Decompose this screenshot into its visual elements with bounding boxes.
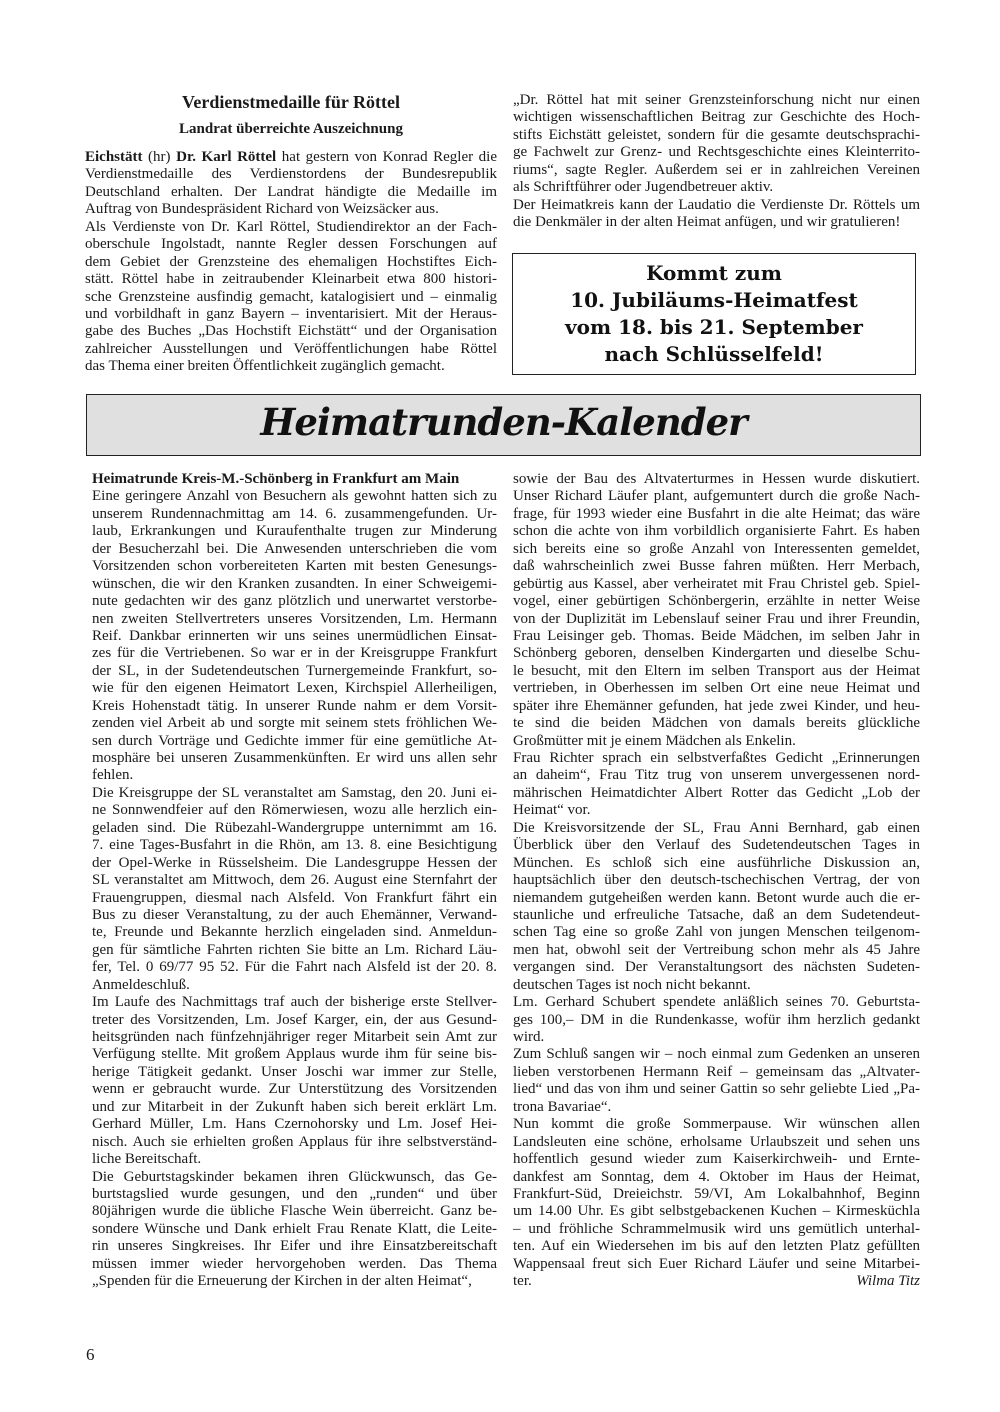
text-line: Unser Richard Läufer plant, aufgemuntert durch die große Nach-: [513, 488, 920, 505]
announcement-line: 10. Jubiläums-Heimatfest: [570, 288, 858, 312]
text-line: gabe des Buches „Das Hochstift Eichstätt“ und der Organisation: [85, 323, 497, 340]
text-line: sche Grenzsteine ausfindig gemacht, katalogisiert und – einmalig: [85, 288, 497, 305]
text-line: „Spenden für die Erneuerung der Kirchen in der alten Heimat“,: [92, 1273, 472, 1290]
text-line: Vorsitzenden schon vorbereiteten Karten mit besten Genesungs-: [92, 558, 497, 575]
text-line: 80jährigen wurde die übliche Flasche Wein überreicht. Ganz be-: [92, 1203, 497, 1220]
text-line: vertrieben, in Oberhessen im selben Ort eine neue Heimat und: [513, 680, 920, 697]
text-line: sowie der Bau des Altvaterturmes in Hessen wurde diskutiert.: [513, 471, 920, 487]
text-line: trona Bavariae“.: [513, 1098, 612, 1115]
text-line: Großmütter mit je einem Mädchen als Enkelin.: [513, 732, 796, 749]
text-line: treter des Vorsitzenden, Lm. Josef Karger, ein, der aus Gesund-: [92, 1011, 497, 1028]
report-heading: Heimatrunde Kreis-M.-Schönberg in Frankfurt am Main: [92, 471, 460, 487]
text-line: Nun kommt die große Sommerpause. Wir wünschen allen: [513, 1116, 920, 1133]
text-line: wünschen, die wir den Kranken zusandten. In einer Schweigemi-: [92, 575, 497, 592]
report-left-body: [92, 488, 497, 1290]
text-line: laub, Erkrankungen und Kuraufenthalte trugen zur Minderung: [92, 523, 497, 540]
text-line: Verfügung stellte. Mit großem Applaus wurde ihm für seine bis-: [92, 1046, 497, 1063]
report-right-column: [513, 471, 920, 1291]
article-left-body: [85, 166, 497, 375]
text-line: nisch. Auch sie erhielten großen Applaus für ihre selbstverständ-: [92, 1133, 497, 1150]
text-line: lieben verstorbenen Hermann Reif – gemeinsam das „Altvater-: [513, 1063, 920, 1080]
text-line: geladen sind. Die Rübezahl-Wandergruppe unternimmt am 16.: [92, 819, 497, 836]
text-line: 7. eine Tages-Busfahrt in die Rhön, am 13. 8. eine Besichtigung: [92, 837, 497, 854]
text-line: später ihre Ehemänner gefunden, hat jede zwei Kinder, und heu-: [513, 697, 920, 714]
article-subtitle: Landrat überreichte Auszeichnung: [179, 121, 403, 137]
text-line: ten. Auf ein Wiedersehen im bis auf den letzten Platz gefüllten: [513, 1238, 920, 1255]
text-line: wichtigen wissenschaftlichen Beitrag zur Geschichte des Hoch-: [513, 109, 920, 126]
text-line: müssen immer wieder hervorgehoben werden. Das Thema: [92, 1255, 497, 1272]
text-line: Anmeldeschluß.: [92, 976, 190, 993]
text-line: fehlen.: [92, 767, 134, 784]
text-line: Die Kreisvorsitzende der SL, Frau Anni Bernhard, gab einen: [513, 819, 920, 836]
text-line: Die Kreisgruppe der SL veranstaltet am Samstag, den 20. Juni ei-: [92, 784, 497, 801]
text-line: dem Gebiet der Grenzsteine des ehemaligen Hochstiftes Eich-: [85, 253, 497, 270]
text-line: ges 100,– DM in die Rundenkasse, wofür ihm herzlich gedankt: [513, 1011, 920, 1028]
text-line: vogel, einer gebürtigen Schönbergerin, erzählte in netter Weise: [513, 593, 920, 610]
text-line: le besucht, mit den Eltern im selben Transport aus der Heimat: [513, 662, 920, 679]
page-number: 6: [86, 1345, 95, 1364]
text-line: an daheim“, Frau Titz trug von unserem unvergessenen nord-: [513, 767, 920, 784]
text-line: wie für den eigenen Heimatort Lexen, Kirchspiel Allerheiligen,: [92, 680, 497, 697]
text-line: von der Duplizität im Lebenslauf seiner Frau und ihrer Freundin,: [513, 610, 920, 627]
text-line: daß wahrscheinlich zwei Busse fahren müßten. Herr Merbach,: [513, 558, 920, 575]
text-line: ge Fachwelt zur Grenz- und Rechtsgeschichte eines Kleinterrito-: [513, 144, 920, 161]
text-line: Frankfurt-Süd, Dreieichstr. 59/VI, Am Lokalbahnhof, Beginn: [513, 1185, 920, 1202]
text-line: Heimat“ vor.: [513, 802, 591, 819]
text-line: oberschule Ingolstadt, nannte Regler dessen Forschungen auf: [85, 236, 497, 253]
text-line: men hat, obwohl seit der Vertreibung schon mehr als 45 Jahre: [513, 941, 920, 958]
text-line: te, Freunde und Bekannte herzlich eingeladen sind. Anmeldun-: [92, 924, 497, 941]
text-line: hauptsächlich über den deutsch-tschechischen Vertrag, der von: [513, 872, 920, 889]
text-line: [513, 1273, 920, 1290]
text-line: Der Heimatkreis kann der Laudatio die Verdienste Dr. Röttels um: [513, 196, 920, 213]
text-line: Landsleuten eine schöne, erholsame Urlaubszeit und sehen uns: [513, 1133, 920, 1150]
text-line: hoffentlich gesund wieder zum Kaiserkirchweih- und Ernte-: [513, 1151, 920, 1168]
text-line: lied“ und das von ihm und seiner Gattin so sehr geliebte Lied „Pa-: [513, 1081, 920, 1098]
text-line: rin unseres Singkreises. Ihr Eifer und ihre Einsatzbereitschaft: [92, 1238, 497, 1255]
text-line: Kreis Hohenstadt tätig. In unserer Runde nahm er dem Vorsit-: [92, 697, 497, 714]
text-line: ne Sonnwendfeier auf den Römerwiesen, wozu alle herzlich ein-: [92, 802, 497, 819]
announcement-line: vom 18. bis 21. September: [565, 315, 863, 339]
text-line: staunliche und erfreuliche Tatsache, daß an dem Sudetendeut-: [513, 906, 920, 923]
text-line: Deutschland erhalten. Der Landrat händigte die Medaille im: [85, 183, 497, 200]
text-line: gen für sämtliche Fahrten richten Sie bitte an Lm. Richard Läu-: [92, 941, 497, 958]
text-line: herige Tätigkeit gedankt. Unser Joschi war immer zur Stelle,: [92, 1063, 497, 1080]
text-line: Zum Schluß sangen wir – noch einmal zum Gedenken an unseren: [513, 1046, 920, 1063]
lead-source: (hr): [142, 149, 177, 165]
text-line: sen durch Vorträge und Gedichte immer für eine gemütliche At-: [92, 732, 497, 749]
text-line: gebürtig aus Kassel, aber verheiratet mit Frau Christel geb. Spiel-: [513, 575, 920, 592]
text-line: mosphäre bei unseren Zusammenkünften. Er wird uns allen sehr: [92, 750, 497, 766]
text-line: Frau Leisinger geb. Thomas. Beide Mädchen, im selben Jahr in: [513, 627, 920, 644]
lead-name: Dr. Karl Röttel: [176, 149, 277, 165]
announcement-box: [512, 253, 916, 375]
text-line: „Dr. Röttel hat mit seiner Grenzsteinforschung nicht nur einen: [513, 92, 920, 108]
text-line: wenn er gebraucht wurde. Zur Unterstützung des Vorsitzenden: [92, 1081, 497, 1098]
text-line: und zur Mitarbeit in der Zukunft haben sich bereit erklärt Lm.: [92, 1098, 497, 1115]
article-left-column: [85, 149, 497, 376]
text-line: Lm. Gerhard Schubert spendete anläßlich seines 70. Geburtsta-: [513, 994, 920, 1011]
text-line: und vorbildhaft in ganz Bayern – inventarisiert. Mit der Heraus-: [85, 305, 497, 322]
text-line: fer, Tel. 0 69/77 95 52. Für die Fahrt nach Alsfeld ist der 20. 8.: [92, 959, 497, 976]
text-line: Auftrag von Bundespräsident Richard von Weizsäcker aus.: [85, 201, 439, 218]
text-line: zahlreicher Ausstellungen und Veröffentlichungen habe Röttel: [85, 340, 497, 357]
calendar-banner: [86, 394, 921, 456]
text-line: niemandem gutgeheißen werden kann. Betont wurde auch die er-: [513, 889, 920, 906]
text-line: der Besucherzahl bei. Die Anwesenden unterschrieben die vom: [92, 540, 497, 557]
text-line: frage, für 1993 wieder eine Busfahrt in die alte Heimat; das wäre: [513, 505, 920, 522]
text-line: sondere Wünsche und Dank erhielt Frau Renate Klatt, die Leite-: [92, 1220, 497, 1237]
text-line: schon die achte von ihm vorbildlich organisierte Fahrt. Es haben: [513, 523, 920, 540]
text-line: Verdienstmedaille des Verdienstordens der Bundesrepublik: [85, 166, 497, 183]
text-line: als Schriftführer oder Jugendbetreuer aktiv.: [513, 179, 774, 196]
text-line: burtstagslied wurde gesungen, und den „runden“ und über: [92, 1185, 497, 1202]
banner-title: Heimatrunden-Kalender: [260, 400, 747, 444]
text-line: Frau Richter sprach ein selbstverfaßtes Gedicht „Erinnerungen: [513, 750, 920, 766]
text-line: stätt. Röttel habe in zeitraubender Kleinarbeit etwa 800 histori-: [85, 271, 497, 288]
text-line: München. Es schloß sich eine ausführliche Diskussion an,: [513, 854, 920, 871]
text-line: mährischen Heimatdichter Albert Rotter das Gedicht „Lob der: [513, 784, 920, 801]
author-signature: Wilma Titz: [856, 1273, 920, 1290]
article-lead-line: [85, 149, 497, 166]
text-line: Als Verdienste von Dr. Karl Röttel, Studiendirektor an der Fach-: [85, 218, 497, 235]
text-line: deutschen Tages ist noch nicht bekannt.: [513, 976, 751, 993]
text-line: vergangen sind. Der Veranstaltungsort des nächsten Sudeten-: [513, 959, 920, 976]
text-line: riums“, sagte Regler. Außerdem sei er in zahlreichen Vereinen: [513, 161, 920, 178]
announcement-line: nach Schlüsselfeld!: [604, 342, 824, 366]
text-line: nute gedachten wir des ganz plötzlich und unerwartet verstorbe-: [92, 593, 497, 610]
article-title: Verdienstmedaille für Röttel: [182, 92, 400, 112]
text-line: Bus zu dieser Veranstaltung, zu der auch Ehemänner, Verwand-: [92, 906, 497, 923]
text-line: Im Laufe des Nachmittags traf auch der bisherige erste Stellver-: [92, 994, 497, 1011]
lead-rest: hat gestern von Konrad Regler die: [276, 149, 497, 165]
text-line: der SL, in der Sudetendeutschen Turnergemeinde Frankfurt, so-: [92, 662, 497, 679]
report-right-body: [513, 471, 920, 1291]
report-left-column: [92, 471, 497, 1291]
text-line: SL veranstaltet am Mittwoch, dem 26. August eine Sternfahrt der: [92, 872, 497, 889]
text-line: schen Tag eine so große Zahl von jungen Menschen teilgenom-: [513, 924, 920, 941]
text-line: Reif. Dankbar erinnerten wir uns seines unermüdlichen Einsat-: [92, 627, 497, 644]
article-right-column: [513, 92, 920, 232]
text-line: Überblick über den Verlauf des Sudetendeutschen Tages in: [513, 837, 920, 854]
text-line: der Opel-Werke in Rüsselsheim. Die Landesgruppe Hessen der: [92, 854, 497, 871]
announcement-line: Kommt zum: [646, 261, 782, 285]
text-fragment: ter.: [513, 1273, 532, 1290]
text-line: – und fröhliche Schrammelmusik wird uns gemütlich unterhal-: [513, 1220, 920, 1237]
text-line: nen zweiten Stellvertreters unseres Vorsitzenden, Lm. Hermann: [92, 610, 497, 627]
text-line: te sind die beiden Mädchen von damals bereits glückliche: [513, 715, 920, 732]
text-line: Schönberg geboren, denselben Kindergarten und dieselbe Schu-: [513, 645, 920, 662]
text-line: zenden viel Arbeit ab und sorgte mit seinem stets fröhlichen We-: [92, 715, 497, 732]
text-line: um 14.00 Uhr. Es gibt selbstgebackenen Kuchen – Kirmesküchla: [513, 1203, 920, 1220]
text-line: stifts Eichstätt geleistet, sondern für die gesamte deutschsprachi-: [513, 126, 920, 143]
text-line: Die Geburtstagskinder bekamen ihren Glückwunsch, das Ge-: [92, 1168, 497, 1185]
text-line: heitsgründen nach fünfzehnjähriger reger Mitarbeit sein Amt zur: [92, 1029, 497, 1045]
text-line: Gerhard Müller, Lm. Hans Czernohorsky und Lm. Josef Hei-: [92, 1116, 497, 1133]
text-line: Frauengruppen, diesmal nach Alsfeld. Von Frankfurt fährt ein: [92, 889, 497, 906]
text-line: das Thema einer breiten Öffentlichkeit zugänglich gemacht.: [85, 358, 445, 375]
text-line: Wappensaal freut sich Euer Richard Läufer und seine Mitarbei-: [513, 1255, 920, 1272]
text-line: wird.: [513, 1029, 545, 1045]
text-line: sich bereits eine so große Anzahl von Interessenten gemeldet,: [513, 540, 920, 557]
text-line: Eine geringere Anzahl von Besuchern als gewohnt hatten sich zu: [92, 488, 497, 505]
text-line: liche Bereitschaft.: [92, 1151, 202, 1168]
text-line: zes für die Vertriebenen. So war er in der Kreisgruppe Frankfurt: [92, 645, 497, 662]
text-line: die Denkmäler in der alten Heimat anfügen, und wir gratulieren!: [513, 214, 901, 231]
text-line: unserem Rundennachmittag am 14. 6. zusammengefunden. Ur-: [92, 505, 497, 522]
lead-place: Eichstätt: [85, 149, 143, 165]
text-line: dankfest am Sonntag, dem 4. Oktober im Haus der Heimat,: [513, 1168, 920, 1185]
